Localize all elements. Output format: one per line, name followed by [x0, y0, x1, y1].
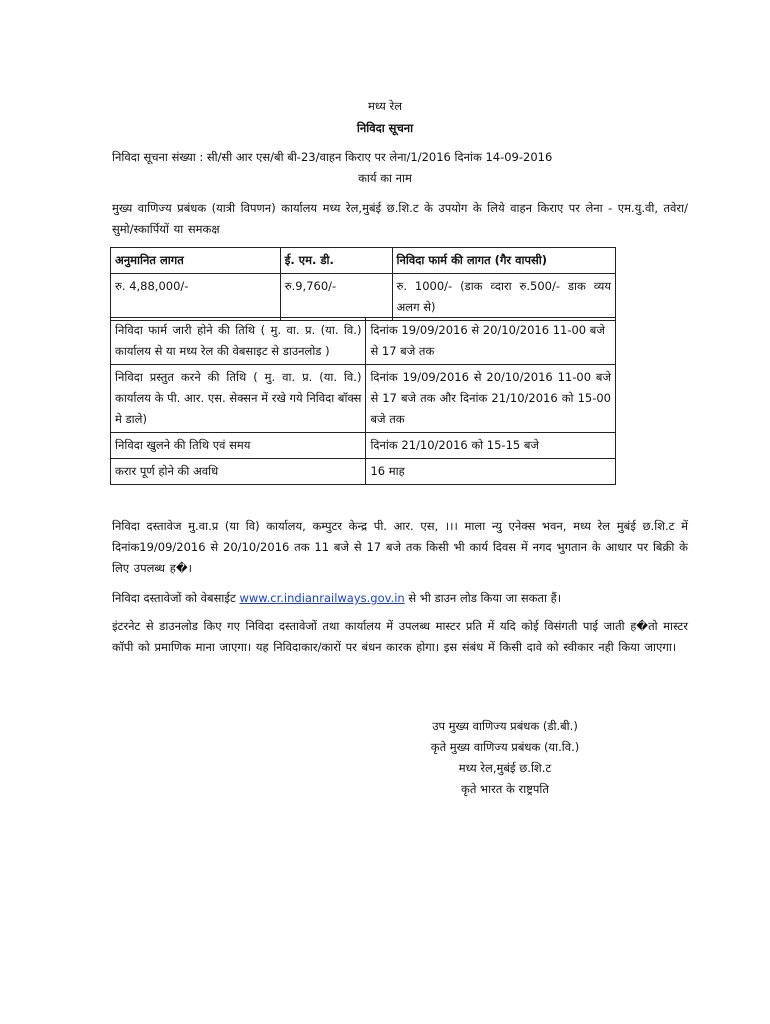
download-paragraph — [112, 591, 561, 606]
cost-table-header-row — [111, 248, 616, 274]
cost-table — [110, 247, 616, 321]
signature-line-president: कृते भारत के राष्ट्रपति — [461, 782, 549, 796]
table-row — [111, 433, 616, 459]
cost-value-estimated: रु. 4,88,000/- — [111, 274, 281, 321]
schedule-value-duration: 16 माह — [366, 459, 616, 485]
notice-number: निविदा सूचना संख्या : सी/सी आर एस/बी बी-23/वाहन किराए पर लेना/1/2016 दिनांक 14-09-2016 — [112, 150, 553, 164]
discrepancy-paragraph: इंटरनेट से डाउनलोड किए गए निविदा दस्तावेजों तथा कार्यालय में उपलब्ध मास्टर प्रति में यदि कोई विसंगती पाई जाती ह�तो मास्टर कॉपी को प्रमाणिक माना जाएगा। यह निविदाकार/कारों पर बंधन कारक होगा। इस संबंध में किसी दावे को स्वीकार नही किया जाएगा। — [112, 619, 688, 654]
railway-name: मध्य रेल — [367, 99, 403, 113]
cost-table-value-row — [111, 274, 616, 321]
table-row — [111, 318, 616, 365]
schedule-value-issue: दिनांक 19/09/2016 से 20/10/2016 11-00 बजे से 17 बजे तक — [366, 318, 616, 365]
signature-block — [380, 716, 630, 800]
work-name-label: कार्य का नाम — [358, 171, 412, 185]
document-sale-paragraph: निविदा दस्तावेज मु.वा.प्र (या वि) कार्यालय, कम्पुटर केन्द्र पी. आर. एस, ।।। माला न्यु एनेक्स भवन, मध्य रेल मुबंई छ.शि.ट में दिनांक19/09/2016 से 20/10/2016 तक 11 बजे से 17 बजे तक किसी भी कार्य दिवस में नगद भुगतान के आधार पर बिक्री के लिए उपलब्ध ह�। — [112, 519, 688, 575]
schedule-table — [110, 317, 616, 485]
website-link[interactable]: www.cr.indianrailways.gov.in — [239, 591, 405, 605]
cost-value-form-cost: रु. 1000/- (डाक व्दारा रु.500/- डाक व्यय अलग से) — [392, 274, 615, 321]
work-description: मुख्य वाणिज्य प्रबंधक (यात्री विपणन) कार्यालय मध्य रेल,मुबंई छ.शि.ट के उपयोग के लिये वाहन किराए पर लेना - एम.यु.वी, तवेरा/सुमो/स्कार्पियों या समकक्ष — [112, 201, 688, 236]
cost-header-emd: ई. एम. डी. — [280, 248, 392, 274]
cost-value-emd: रु.9,760/- — [280, 274, 392, 321]
signature-line-designation: उप मुख्य वाणिज्य प्रबंधक (डी.बी.) — [432, 719, 578, 733]
signature-line-office: मध्य रेल,मुबंई छ.शि.ट — [458, 761, 552, 775]
schedule-value-submission: दिनांक 19/09/2016 से 20/10/2016 11-00 बजे से 17 बजे तक और दिनांक 21/10/2016 को 15-00 बजे तक — [366, 365, 616, 433]
download-text-before: निविदा दस्तावेजों को वेबसाईट — [112, 591, 236, 605]
table-row — [111, 459, 616, 485]
cost-header-form-cost: निविदा फार्म की लागत (गैर वापसी) — [392, 248, 615, 274]
notice-title: निविदा सूचना — [356, 121, 414, 135]
signature-line-for-cbm: कृते मुख्य वाणिज्य प्रबंधक (या.वि.) — [430, 740, 580, 754]
download-text-after: से भी डाउन लोड किया जा सकता हैं। — [408, 591, 562, 605]
table-row — [111, 365, 616, 433]
cost-header-estimated: अनुमानित लागत — [111, 248, 281, 274]
schedule-label-submission: निविदा प्रस्तुत करने की तिथि ( मु. वा. प्र. (या. वि.) कार्यालय के पी. आर. एस. सेक्सन में रखे गये निविदा बॉक्स मे डाले) — [111, 365, 366, 433]
schedule-label-opening: निविदा खुलने की तिथि एवं समय — [111, 433, 366, 459]
schedule-label-issue: निविदा फार्म जारी होने की तिथि ( मु. वा. प्र. (या. वि.) कार्यालय से या मध्य रेल की वेबसाइट से डाउनलोड ) — [111, 318, 366, 365]
schedule-value-opening: दिनांक 21/10/2016 को 15-15 बजे — [366, 433, 616, 459]
schedule-label-duration: करार पूर्ण होने की अवधि — [111, 459, 366, 485]
